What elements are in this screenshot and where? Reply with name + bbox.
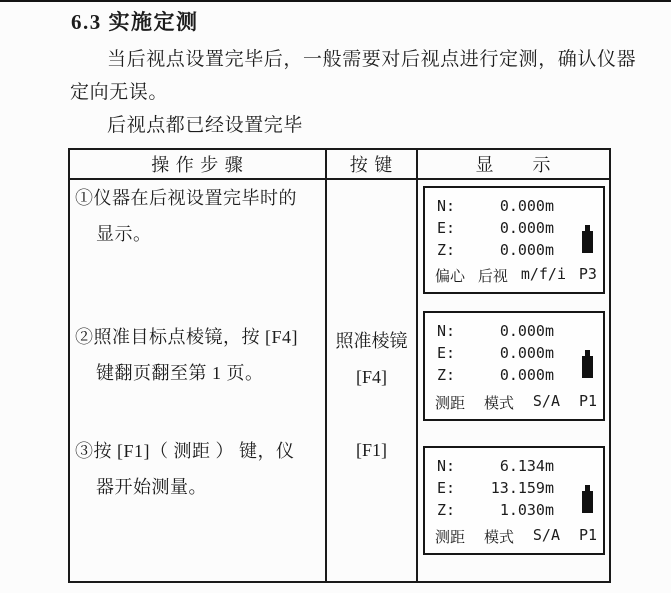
lcd2-softkey-1: 测距 (435, 394, 466, 412)
step-3-key (327, 432, 416, 468)
lcd3-e-value: 13.159m (490, 479, 554, 497)
lcd1-softkey-3: m/f/i (520, 265, 566, 283)
lcd1-e-label: E: (437, 219, 456, 237)
lcd3-z-value: 1.030m (499, 501, 554, 519)
battery-icon (582, 231, 593, 253)
lcd1-row-n (437, 195, 554, 217)
paragraph-line-1: 当后视点设置完毕后，一般需要对后视点进行定测，确认仪器 (107, 49, 637, 70)
step-1-line-1: ①仪器在后视设置完毕时的 (75, 188, 297, 208)
procedure-table (68, 148, 611, 583)
step-1-text (75, 180, 321, 252)
lcd3-softkey-2: 模式 (483, 528, 514, 546)
step-3-line-1: ③按 [F1]（ 测距 ） 键，仪 (75, 441, 295, 461)
lcd2-softkey-3: S/A (532, 392, 560, 410)
step-2-line-2: 键翻页翻至第 1 页。 (96, 363, 264, 383)
scan-edge-line (0, 0, 671, 2)
lcd3-n-label: N: (437, 457, 456, 475)
header-display: 显 示 (475, 155, 552, 175)
step-2-key-line-1: 照准棱镜 (335, 331, 408, 351)
battery-icon (582, 356, 593, 378)
lcd-display-1 (423, 186, 605, 294)
step-3-line-2: 器开始测量。 (96, 477, 207, 497)
lcd2-n-label: N: (437, 322, 456, 340)
lcd1-row-z (437, 239, 554, 261)
lcd2-row-z (437, 364, 554, 386)
table-body (70, 180, 609, 581)
lcd1-n-label: N: (437, 197, 456, 215)
lcd1-softkey-4: P3 (578, 265, 597, 283)
lcd2-e-label: E: (437, 344, 456, 362)
section-heading: 6.3 实施定测 (71, 10, 199, 34)
lcd3-row-n (437, 455, 554, 477)
column-divider-2 (416, 180, 418, 581)
lcd-display-3 (423, 446, 605, 555)
lcd2-e-value: 0.000m (499, 344, 554, 362)
header-keys: 按 键 (327, 150, 418, 178)
lcd1-z-value: 0.000m (499, 241, 554, 259)
paragraph-line-3: 后视点都已经设置完毕 (107, 115, 304, 136)
lcd3-softkey-1: 测距 (435, 528, 466, 546)
step-2-line-1: ②照准目标点棱镜，按 [F4] (75, 327, 298, 347)
lcd1-n-value: 0.000m (499, 197, 554, 215)
lcd2-softkey-row (435, 392, 597, 413)
step-2-key (327, 323, 416, 395)
lcd1-e-value: 0.000m (499, 219, 554, 237)
lcd2-z-label: Z: (437, 366, 456, 384)
paragraph-line-2: 定向无误。 (70, 82, 169, 103)
lcd3-row-e (437, 477, 554, 499)
lcd3-row-z (437, 499, 554, 521)
lcd3-e-label: E: (437, 479, 456, 497)
lcd2-row-n (437, 320, 554, 342)
lcd2-row-e (437, 342, 554, 364)
lcd2-n-value: 0.000m (499, 322, 554, 340)
lcd2-z-value: 0.000m (499, 366, 554, 384)
lcd2-softkey-4: P1 (578, 392, 597, 410)
lcd2-softkey-2: 模式 (483, 394, 514, 412)
lcd3-softkey-3: S/A (532, 526, 560, 544)
step-1-line-2: 显示。 (96, 224, 152, 244)
battery-icon (582, 491, 593, 513)
lcd-display-2 (423, 311, 605, 421)
lcd3-z-label: Z: (437, 501, 456, 519)
lcd1-softkey-row (435, 265, 597, 286)
lcd1-softkey-1: 偏心 (435, 267, 466, 285)
lcd1-z-label: Z: (437, 241, 456, 259)
lcd3-softkey-4: P1 (578, 526, 597, 544)
step-2-text (75, 319, 321, 391)
lcd3-n-value: 6.134m (499, 457, 554, 475)
header-steps: 操 作 步 骤 (70, 150, 327, 178)
table-header-row (70, 150, 609, 180)
lcd1-row-e (437, 217, 554, 239)
step-3-key-line-1: [F1] (356, 440, 387, 460)
lcd3-softkey-row (435, 526, 597, 547)
lcd1-softkey-2: 后视 (477, 267, 508, 285)
step-2-key-line-2: [F4] (356, 367, 387, 387)
step-3-text (75, 433, 321, 505)
